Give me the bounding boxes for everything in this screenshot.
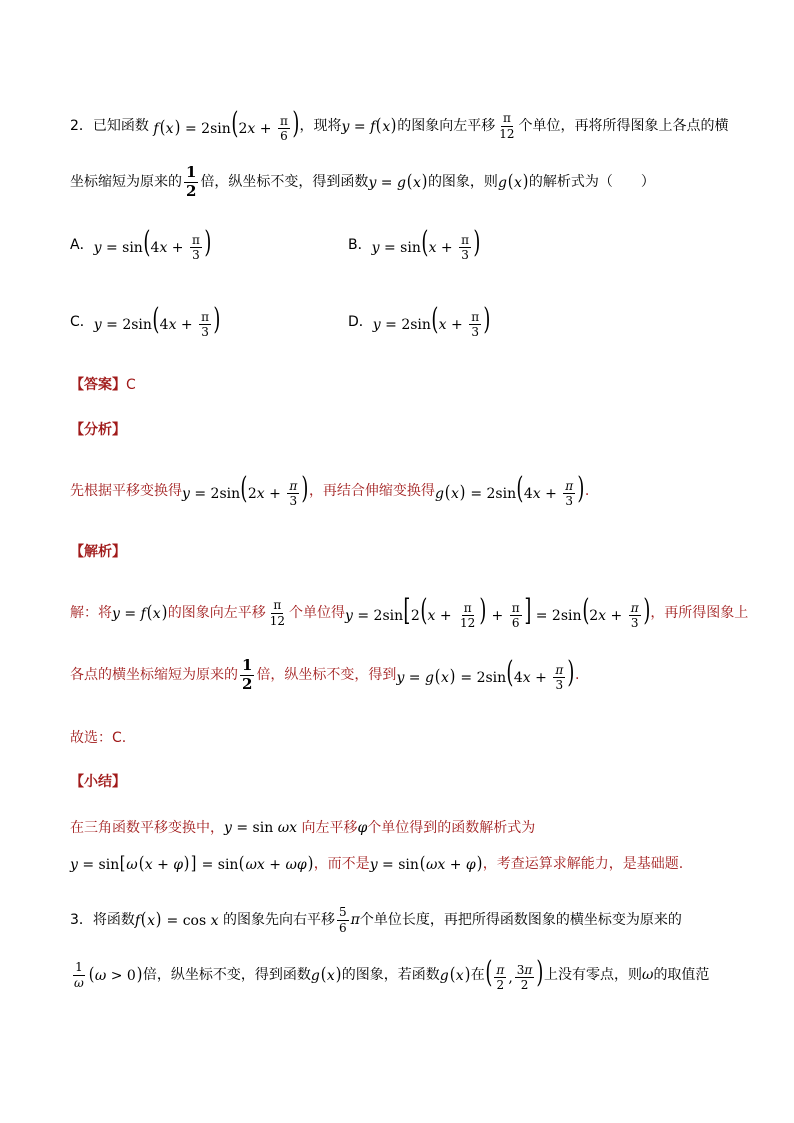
q3-text: 的图象先向右平移: [222, 912, 335, 928]
summary-line-2: [70, 852, 724, 876]
option-d-label: D．: [348, 314, 373, 330]
math-fraction: $\frac{1}{2}$: [242, 655, 253, 693]
q3-text: 上没有零点，则: [544, 967, 643, 983]
math-symbol: π: [350, 912, 360, 928]
math-formula: y = f(x): [341, 115, 397, 136]
q2-text: 的解析式为（ ）: [528, 174, 655, 190]
q3-number: 3．: [70, 912, 93, 928]
q2-text: 的图象，则: [427, 174, 498, 190]
option-d-formula: y = 2sin(x + $\frac{\pi}{3}$ ): [372, 301, 491, 340]
q2-text: ，现将: [299, 118, 342, 134]
solution-choose-text: 故选：C.: [70, 730, 127, 746]
math-formula: f(x) = cos x: [134, 909, 219, 930]
solution-line-1: [70, 592, 749, 632]
option-a-formula: y = sin(4x + $\frac{\pi}{3}$ ): [93, 224, 212, 263]
math-symbol: φ: [357, 820, 368, 836]
q2-text: 个单位，再将所得图象上各点的横: [518, 118, 729, 134]
math-fraction: $\frac{1}{2}$: [186, 162, 197, 200]
math-fraction: $\frac{1}{\omega}$: [74, 959, 84, 990]
analysis-text: 先根据平移变换得: [70, 483, 182, 499]
analysis-label: 【分析】: [70, 422, 126, 438]
solution-text: ，再所得图象上: [650, 605, 749, 621]
q2-text: 已知函数: [92, 118, 149, 134]
math-formula: g(x): [310, 964, 342, 985]
math-formula: f(x) = 2sin(2x + $\frac{\pi}{6}$ ): [153, 105, 300, 144]
math-formula: y = g(x): [368, 171, 428, 192]
summary-text: ，考查运算求解能力，是基础题.: [482, 856, 684, 872]
q3-text: 的图象，若函数: [341, 967, 440, 983]
solution-choose: [70, 729, 724, 747]
summary-text: ，而不是: [313, 856, 370, 872]
q3-text: 的取值范: [653, 967, 710, 983]
math-formula: g(x): [439, 964, 470, 985]
q2-text: 倍，纵坐标不变，得到函数: [200, 174, 369, 190]
math-fraction: $\frac{\pi}{12}$: [499, 110, 515, 141]
q2-text: 坐标缩短为原来的: [70, 174, 182, 190]
q2-number: 2．: [70, 118, 93, 134]
option-c-formula: y = 2sin(4x + $\frac{\pi}{3}$ ): [93, 301, 221, 340]
q3-text: 倍，纵坐标不变，得到函数: [142, 967, 311, 983]
answer-label: 【答案】: [70, 377, 126, 393]
answer-value: C: [126, 377, 136, 393]
solution-line-2: [70, 656, 724, 694]
q3-text: 将函数: [92, 912, 135, 928]
answer-line: [70, 376, 724, 394]
math-formula: y = sin[ω(x + φ)] = sin(ωx + ωφ): [70, 853, 313, 874]
solution-text: .: [574, 667, 580, 683]
solution-text: 的图象向左平移: [167, 605, 266, 621]
summary-line-1: [70, 818, 724, 838]
solution-label: 【解析】: [70, 544, 126, 560]
math-formula: (ω > 0): [88, 964, 143, 985]
option-a-label: A．: [70, 237, 94, 253]
summary-text: 个单位得到的函数解析式为: [367, 820, 536, 836]
q3-line-1: [70, 902, 724, 938]
q2-line-2: [70, 164, 724, 200]
analysis-text: .: [584, 483, 590, 499]
solution-heading: [70, 543, 724, 561]
math-formula: y = f(x): [112, 602, 168, 623]
summary-label: 【小结】: [70, 774, 126, 790]
summary-heading: [70, 773, 724, 791]
options-row-1: [70, 226, 724, 264]
q3-text: 个单位长度，再把所得函数图象的横坐标变为原来的: [359, 912, 682, 928]
q2-line-1: [70, 105, 729, 144]
q3-line-2: [70, 955, 724, 995]
summary-text: 在三角函数平移变换中，: [70, 820, 224, 836]
math-interval: ( $\frac{\pi}{2}$ , $\frac{3\pi}{2}$ ): [485, 954, 544, 993]
option-b-formula: y = sin(x + $\frac{\pi}{3}$ ): [371, 224, 481, 263]
math-formula: g(x): [497, 171, 529, 192]
q3-text: 在: [470, 967, 485, 983]
math-symbol: ω: [642, 967, 654, 983]
option-b-label: B．: [348, 237, 372, 253]
math-formula: y = sin(ωx + φ): [369, 853, 483, 874]
solution-text: 解：将: [70, 605, 112, 621]
solution-text: 个单位得: [289, 605, 345, 621]
analysis-heading: [70, 421, 724, 439]
option-d: [348, 301, 491, 340]
summary-text: 向左平移: [301, 820, 358, 836]
analysis-line: [70, 472, 724, 510]
math-formula: y = 2sin[2(x + $\frac{\pi}{12}$ ) + $\frac{\pi}{6}$ ] = 2sin(2x + $\frac{\pi}{3}$ ): [345, 592, 650, 631]
math-formula: y = sin ωx: [224, 820, 297, 836]
q2-text: 的图象向左平移: [397, 118, 496, 134]
solution-text: 倍，纵坐标不变，得到: [256, 667, 397, 683]
option-c-label: C．: [70, 314, 94, 330]
math-formula: g(x) = 2sin(4x + $\frac{\pi}{3}$ ): [434, 470, 585, 509]
math-formula: y = g(x) = 2sin(4x + $\frac{\pi}{3}$ ): [396, 654, 575, 693]
math-fraction: $\frac{5}{6}$: [338, 904, 347, 935]
math-fraction: $\frac{\pi}{12}$: [269, 597, 285, 628]
analysis-text: ，再结合伸缩变换得: [308, 483, 435, 499]
math-formula: y = 2sin(2x + $\frac{\pi}{3}$ ): [182, 470, 309, 509]
solution-text: 各点的横坐标缩短为原来的: [70, 667, 238, 683]
option-b: [348, 224, 481, 263]
options-row-2: [70, 303, 724, 341]
